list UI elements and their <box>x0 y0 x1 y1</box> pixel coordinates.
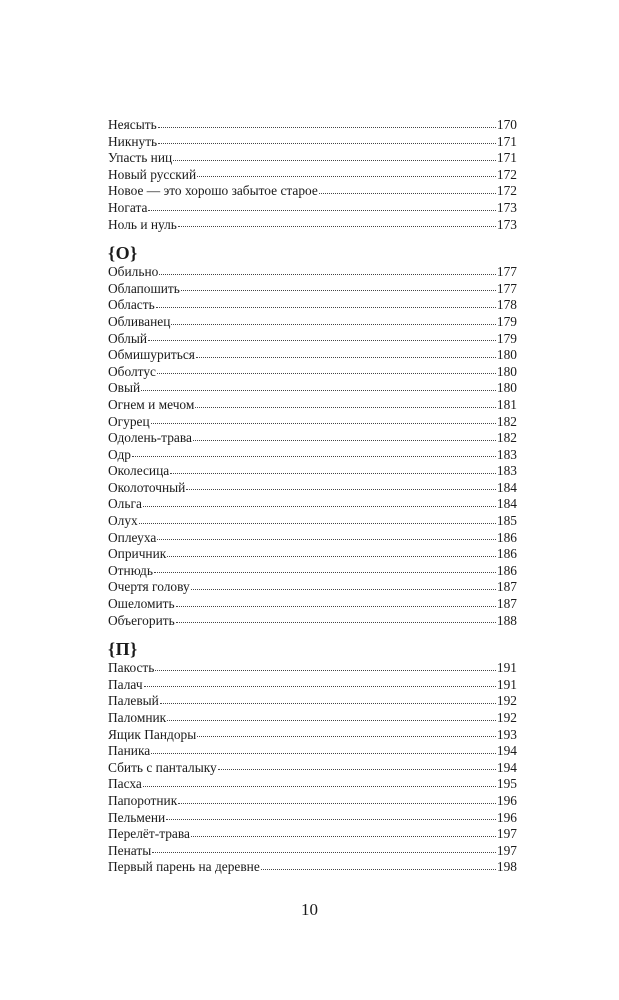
toc-term: Палевый <box>108 693 159 709</box>
toc-term: Ольга <box>108 496 142 512</box>
toc-term: Отнюдь <box>108 562 153 578</box>
toc-term: Опричник <box>108 546 167 562</box>
toc-term: Пакость <box>108 660 155 676</box>
dot-leader <box>148 210 495 211</box>
toc-entry <box>108 281 517 298</box>
toc-entry <box>108 150 517 167</box>
toc-entry <box>108 859 517 876</box>
toc-page-number: 171 <box>496 133 517 149</box>
toc-entry <box>108 677 517 694</box>
toc-term: Никнуть <box>108 133 158 149</box>
toc-entry <box>108 793 517 810</box>
toc-entry <box>108 843 517 860</box>
toc-page-number: 172 <box>496 183 517 199</box>
toc-entry <box>108 513 517 530</box>
toc-term: Одолень-трава <box>108 430 192 446</box>
toc-entry <box>108 530 517 547</box>
toc-page-number: 191 <box>496 676 517 692</box>
toc-term: Оплеуха <box>108 529 157 545</box>
toc-page-number: 177 <box>496 264 517 280</box>
toc-page-number: 193 <box>496 726 517 742</box>
toc-page-number: 182 <box>496 430 517 446</box>
toc-term: Обильно <box>108 264 159 280</box>
toc-page-number: 196 <box>496 809 517 825</box>
toc-term: Паломник <box>108 710 167 725</box>
dot-leader <box>181 290 496 291</box>
toc-term: Околесица <box>108 463 170 479</box>
toc-page-number: 177 <box>496 280 517 296</box>
section-heading: {П} <box>108 639 138 660</box>
dot-leader <box>132 456 496 457</box>
toc-page-number: 197 <box>496 842 517 858</box>
toc-entry <box>108 183 517 200</box>
dot-leader <box>157 539 496 540</box>
toc-page-number: 194 <box>496 743 517 759</box>
dot-leader <box>151 423 496 424</box>
dot-leader <box>143 786 496 787</box>
toc-page-number: 171 <box>496 150 517 166</box>
toc-term: Олух <box>108 513 138 529</box>
dot-leader <box>178 803 496 804</box>
toc-entry <box>108 613 517 630</box>
dot-leader <box>156 307 496 308</box>
toc-page-number: 178 <box>496 297 517 313</box>
toc-term: Упасть ниц <box>108 150 173 166</box>
dot-leader <box>191 589 496 590</box>
toc-entry <box>108 117 517 134</box>
toc-page-number: 180 <box>496 380 517 396</box>
toc-entry <box>108 810 517 827</box>
toc-entry <box>108 380 517 397</box>
toc-section-p <box>108 639 517 876</box>
toc-term: Облый <box>108 330 147 346</box>
toc-entry <box>108 463 517 480</box>
toc-entry <box>108 347 517 364</box>
toc-page-number: 197 <box>496 826 517 842</box>
dot-leader <box>178 226 496 227</box>
dot-leader <box>197 176 496 177</box>
toc-entry <box>108 760 517 777</box>
dot-leader <box>218 769 496 770</box>
toc-entry <box>108 710 517 727</box>
toc-entry <box>108 217 517 234</box>
toc-term: Ящик Пандоры <box>108 726 197 742</box>
toc-entry <box>108 776 517 793</box>
toc-term: Папоротник <box>108 792 178 808</box>
toc-page-number: 172 <box>496 166 517 182</box>
toc-page-number: 186 <box>496 529 517 545</box>
toc-page-number: 196 <box>496 792 517 808</box>
toc-term: Овый <box>108 380 141 396</box>
dot-leader <box>158 143 496 144</box>
toc-page-number: 184 <box>496 479 517 495</box>
toc-page-number: 180 <box>496 347 517 363</box>
toc-entry <box>108 414 517 431</box>
toc-term: Обмишуриться <box>108 347 195 363</box>
page-number: 10 <box>301 900 318 919</box>
dot-leader <box>148 340 496 341</box>
toc-entry <box>108 200 517 217</box>
toc-term: Ногата <box>108 199 148 215</box>
dot-leader <box>151 753 496 754</box>
toc-entry <box>108 579 517 596</box>
toc-page-number: 173 <box>496 199 517 215</box>
toc-page-number: 186 <box>496 546 517 562</box>
dot-leader <box>176 606 496 607</box>
toc-term: Новое — это хорошо забытое старое <box>108 183 318 199</box>
toc-term: Облапошить <box>108 280 180 296</box>
dot-leader <box>186 489 496 490</box>
toc-page-number: 192 <box>496 693 517 709</box>
toc-term: Огурец <box>108 413 150 429</box>
toc-entry <box>108 397 517 414</box>
toc-page-number: 186 <box>496 562 517 578</box>
toc-term: Первый парень на деревне <box>108 859 260 875</box>
toc-page-number: 180 <box>496 363 517 379</box>
dot-leader <box>159 274 496 275</box>
toc-entry <box>108 496 517 513</box>
toc-term: Околоточный <box>108 479 186 495</box>
dot-leader <box>197 736 496 737</box>
toc-page-number: 194 <box>496 759 517 775</box>
dot-leader <box>143 506 496 507</box>
toc-section-o <box>108 243 517 629</box>
toc-term: Ошеломить <box>108 596 175 612</box>
toc-term: Палач <box>108 676 143 692</box>
toc-term: Огнем и мечом <box>108 396 195 412</box>
dot-leader <box>319 193 496 194</box>
dot-leader <box>158 127 496 128</box>
toc-entry <box>108 743 517 760</box>
toc-page-number: 198 <box>496 859 517 875</box>
toc-term: Ноль и нуль <box>108 216 177 232</box>
toc-page-number: 187 <box>496 596 517 612</box>
toc-page-number: 187 <box>496 579 517 595</box>
toc-entry <box>108 596 517 613</box>
dot-leader <box>166 819 496 820</box>
toc-page-number: 182 <box>496 413 517 429</box>
toc-term: Пенаты <box>108 842 152 858</box>
toc-entry <box>108 264 517 281</box>
toc-page-number: 184 <box>496 496 517 512</box>
toc-page-number: 188 <box>496 612 517 628</box>
section-heading: {О} <box>108 243 138 264</box>
toc-term: Очертя голову <box>108 579 190 595</box>
dot-leader <box>167 556 496 557</box>
toc-page-number: 185 <box>496 513 517 529</box>
toc-entry <box>108 364 517 381</box>
toc-term: Пасха <box>108 776 142 792</box>
toc-entry <box>108 727 517 744</box>
toc-entry <box>108 167 517 184</box>
toc-page-number: 191 <box>496 660 517 676</box>
dot-leader <box>152 852 496 853</box>
toc-term: Оболтус <box>108 363 156 379</box>
toc-page-number: 179 <box>496 330 517 346</box>
dot-leader <box>139 523 496 524</box>
dot-leader <box>261 869 496 870</box>
dot-leader <box>173 160 496 161</box>
toc-entry <box>108 331 517 348</box>
dot-leader <box>191 836 496 837</box>
toc-term: Объегорить <box>108 612 175 628</box>
dot-leader <box>157 373 496 374</box>
toc-term: Пельмени <box>108 809 166 825</box>
dot-leader <box>171 324 496 325</box>
dot-leader <box>170 473 496 474</box>
toc-page-number: 183 <box>496 446 517 462</box>
toc-page-number: 181 <box>496 396 517 412</box>
dot-leader <box>141 390 496 391</box>
dot-leader <box>167 720 496 721</box>
toc-term: Паника <box>108 743 151 759</box>
toc-entry <box>108 430 517 447</box>
toc-entry <box>108 546 517 563</box>
toc-entry <box>108 693 517 710</box>
dot-leader <box>155 670 496 671</box>
toc-entry <box>108 563 517 580</box>
toc-page-number: 170 <box>496 117 517 132</box>
toc-page-number: 192 <box>496 710 517 725</box>
toc-term: Неясыть <box>108 117 157 132</box>
toc-page-number: 173 <box>496 216 517 232</box>
toc-term: Сбить с панталыку <box>108 759 217 775</box>
dot-leader <box>195 407 496 408</box>
toc-entry <box>108 134 517 151</box>
toc-entry <box>108 447 517 464</box>
dot-leader <box>154 572 496 573</box>
dot-leader <box>196 357 496 358</box>
toc-entry <box>108 314 517 331</box>
toc-page-number: 195 <box>496 776 517 792</box>
toc-term: Область <box>108 297 155 313</box>
table-of-contents <box>108 117 517 876</box>
dot-leader <box>193 440 496 441</box>
toc-entry <box>108 297 517 314</box>
toc-term: Обливанец <box>108 313 171 329</box>
toc-entry <box>108 480 517 497</box>
toc-page-number: 179 <box>496 313 517 329</box>
toc-entry <box>108 826 517 843</box>
toc-term: Новый русский <box>108 166 197 182</box>
toc-entry <box>108 660 517 677</box>
toc-term: Одр <box>108 446 132 462</box>
toc-section-n <box>108 117 517 233</box>
dot-leader <box>160 703 496 704</box>
toc-page-number: 183 <box>496 463 517 479</box>
dot-leader <box>144 686 496 687</box>
toc-term: Перелёт-трава <box>108 826 190 842</box>
dot-leader <box>176 622 496 623</box>
